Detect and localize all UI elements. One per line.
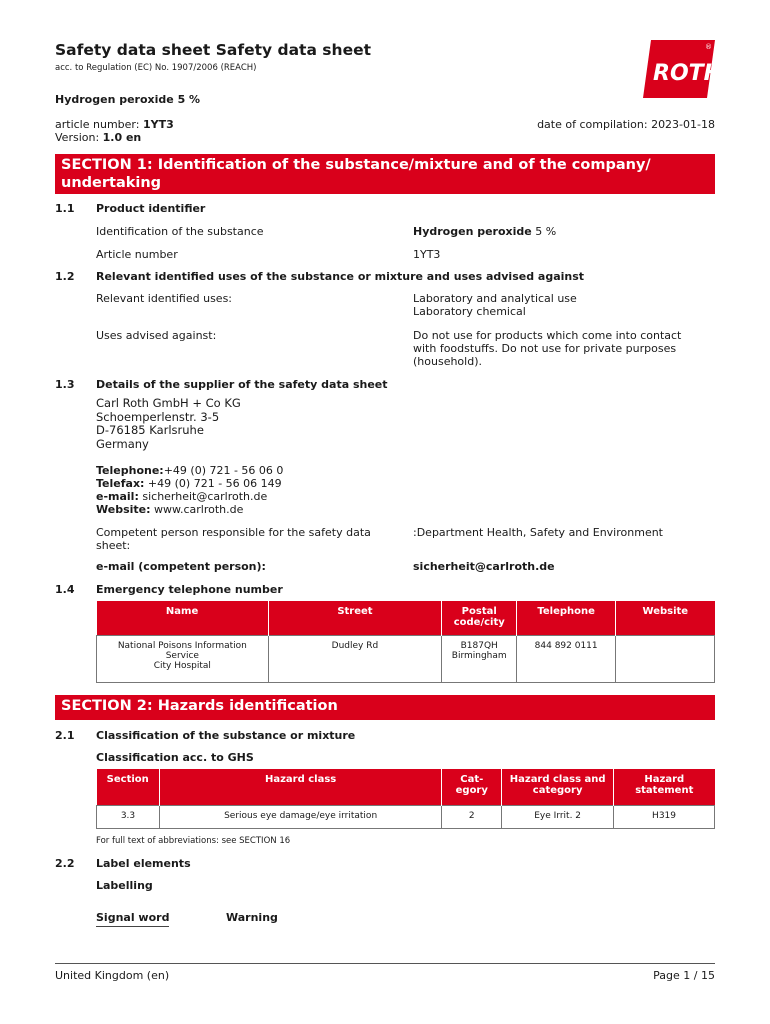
address-line: D-76185 Karlsruhe [96, 423, 204, 437]
compilation-date: date of compilation: 2023-01-18 [537, 118, 715, 131]
use-line: Laboratory chemical [413, 305, 526, 318]
subsection-heading: Relevant identified uses of the substance or mixture and uses advised against [96, 270, 585, 283]
column-header: Hazard class and category [502, 769, 614, 805]
footer-country: United Kingdom (en) [55, 969, 170, 982]
table-cell [616, 635, 715, 682]
competent-line: Competent person responsible for the safety data [96, 526, 371, 539]
name-line: Service [165, 650, 199, 661]
document-title: Safety data sheet Safety data sheet [55, 41, 372, 59]
signal-word-label: Signal word [96, 911, 169, 927]
postal-line: B187QH [460, 640, 498, 651]
substance-id-label: Identification of the substance [96, 225, 264, 238]
substance-id-value [413, 225, 713, 238]
table-cell: 2 [442, 805, 502, 828]
classification-table [96, 769, 715, 829]
against-line: with foodstuffs. Do not use for private purposes [413, 342, 677, 355]
postal-line: Birmingham [451, 650, 507, 661]
subsection-number: 1.2 [55, 270, 75, 283]
subsection-number: 2.2 [55, 857, 75, 870]
name-line: City Hospital [153, 660, 211, 671]
uses-against-label: Uses advised against: [96, 329, 217, 342]
telephone-label: Telephone: [96, 464, 164, 477]
website-value: www.carlroth.de [150, 503, 244, 516]
column-header: Cat-egory [442, 769, 502, 805]
section-2-title: SECTION 2: Hazards identification [55, 695, 715, 720]
regulation-subtitle: acc. to Regulation (EC) No. 1907/2006 (REACH) [55, 63, 257, 73]
logo-registered-mark: ® [705, 43, 712, 51]
address-line: Germany [96, 436, 149, 451]
competent-email-value: sicherheit@carlroth.de [413, 560, 555, 573]
identified-uses-value [413, 292, 713, 318]
roth-logo [643, 40, 723, 98]
subsection-heading: Product identifier [96, 202, 206, 215]
table-cell: 3.3 [97, 805, 160, 828]
subsection-heading: Label elements [96, 857, 191, 870]
column-header: Name [97, 601, 269, 635]
table-row [97, 635, 715, 682]
column-header: Section [97, 769, 160, 805]
table-cell [442, 635, 517, 682]
against-line: (household). [413, 355, 482, 368]
article-number-value: 1YT3 [413, 248, 441, 261]
article-number-label: Article number [96, 248, 178, 261]
subsection-number: 1.1 [55, 202, 75, 215]
table-cell: 844 892 0111 [517, 635, 616, 682]
column-header: Postal code/city [442, 601, 517, 635]
subsection-heading: Details of the supplier of the safety data sheet [96, 378, 388, 391]
article-value: 1YT3 [142, 118, 174, 131]
table-cell: Serious eye damage/eye irritation [159, 805, 441, 828]
version-label: Version: [55, 131, 100, 144]
website-label: Website: [96, 503, 151, 516]
supplier-address [96, 397, 241, 451]
signal-word-value: Warning [226, 911, 278, 924]
telefax-label: Telefax: [96, 477, 145, 490]
column-header: Hazard class [159, 769, 441, 805]
email-value: sicherheit@carlroth.de [138, 490, 268, 503]
email-label: e-mail: [96, 490, 139, 503]
telephone-value: +49 (0) 721 - 56 06 0 [163, 464, 284, 477]
article-version-block [55, 118, 174, 144]
subsection-number: 2.1 [55, 729, 75, 742]
page-number: Page 1 / 15 [653, 969, 715, 982]
column-header: Telephone [517, 601, 616, 635]
article-label: article number: [55, 118, 140, 131]
table-row [97, 805, 715, 828]
address-line: Schoemperlenstr. 3-5 [96, 409, 220, 424]
column-header: Website [616, 601, 715, 635]
subsection-number: 1.3 [55, 378, 75, 391]
ghs-subheading: Classification acc. to GHS [96, 751, 254, 764]
against-line: Do not use for products which come into contact [413, 329, 682, 342]
abbreviation-note: For full text of abbreviations: see SECTION 16 [96, 836, 291, 846]
table-cell: Eye Irrit. 2 [502, 805, 614, 828]
name-line: National Poisons Information [117, 640, 247, 651]
competent-line: sheet: [96, 539, 131, 552]
competent-person-label [96, 526, 371, 552]
address-line: Carl Roth GmbH + Co KG [96, 396, 241, 410]
table-cell: Dudley Rd [268, 635, 442, 682]
competent-person-value: :Department Health, Safety and Environment [413, 526, 663, 539]
identified-uses-label: Relevant identified uses: [96, 292, 233, 305]
substance-concentration: 5 % [535, 225, 557, 238]
competent-email-label: e-mail (competent person): [96, 560, 266, 573]
substance-name: Hydrogen peroxide [413, 225, 532, 238]
uses-against-value [413, 329, 713, 368]
telefax-value: +49 (0) 721 - 56 06 149 [144, 477, 282, 490]
footer-divider [55, 963, 715, 964]
table-cell: H319 [614, 805, 715, 828]
column-header: Hazard statement [614, 769, 715, 805]
version-value: 1.0 en [102, 131, 142, 144]
section-1-title: SECTION 1: Identification of the substance/mixture and of the company/ undertaking [55, 154, 715, 194]
emergency-table [96, 601, 715, 683]
logo-text: ROTH [653, 61, 723, 86]
subsection-heading: Classification of the substance or mixture [96, 729, 356, 742]
supplier-contacts [96, 464, 283, 516]
use-line: Laboratory and analytical use [413, 292, 577, 305]
subsection-heading: Emergency telephone number [96, 583, 283, 596]
table-cell [97, 635, 269, 682]
column-header: Street [268, 601, 442, 635]
labelling-heading: Labelling [96, 879, 153, 892]
product-name: Hydrogen peroxide 5 % [55, 93, 201, 106]
subsection-number: 1.4 [55, 583, 75, 596]
